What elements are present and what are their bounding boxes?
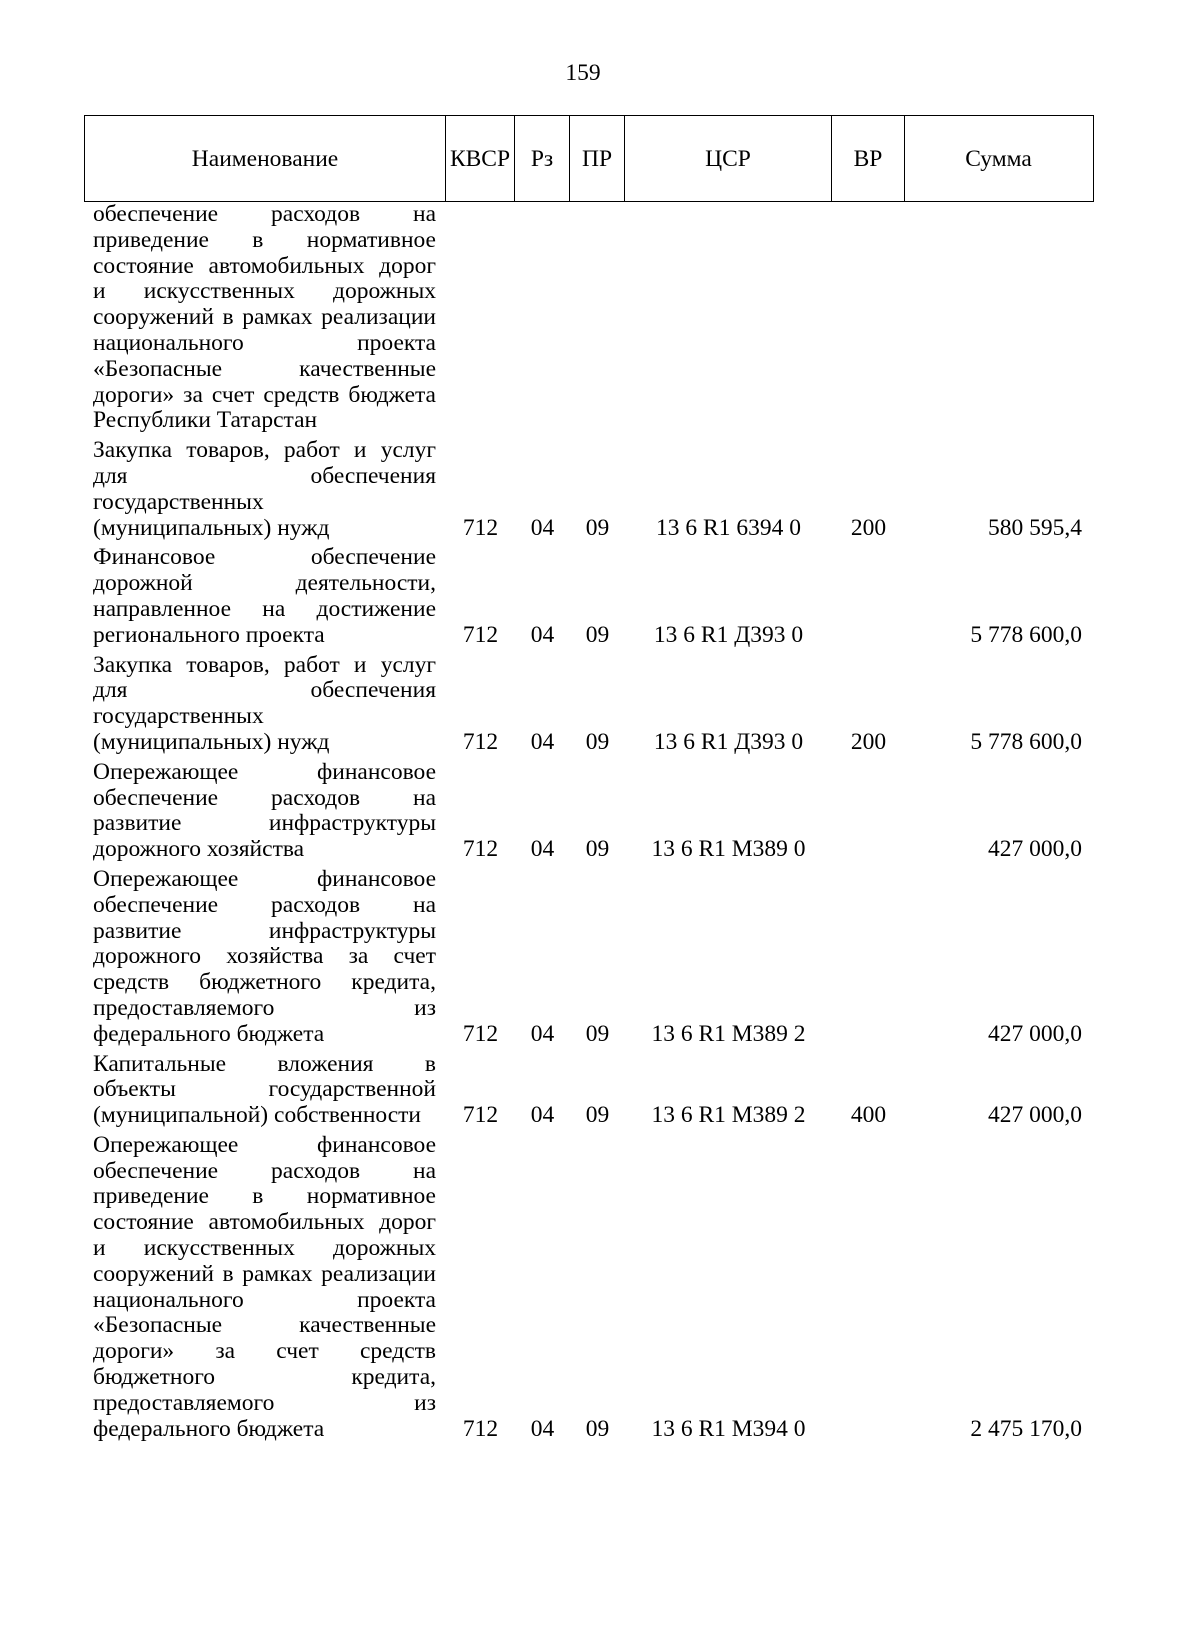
name-line-text: «Безопасные качественные xyxy=(93,1312,436,1339)
name-line xyxy=(93,490,436,516)
name-line-text: обеспечение расходов на xyxy=(93,891,436,918)
name-line-text: дорожного хозяйства за счет xyxy=(93,943,436,970)
name-line-text: Финансовое обеспечение xyxy=(93,544,436,571)
name-line-text: обеспечение расходов на xyxy=(93,201,436,227)
name-line xyxy=(93,331,436,357)
vr-cell xyxy=(832,408,905,434)
sum-cell: 427 000,0 xyxy=(988,1020,1082,1047)
name-line xyxy=(93,1288,436,1314)
name-line xyxy=(93,1022,436,1048)
name-line-text: приведение в нормативное xyxy=(93,226,436,253)
csr-cell: 13 6 R1 M389 2 xyxy=(651,1102,806,1129)
kvsr-cell: 712 xyxy=(462,1102,499,1129)
sum-cell: 2 475 170,0 xyxy=(970,1415,1082,1442)
vr-cell xyxy=(832,1417,905,1443)
rz-cell: 04 xyxy=(530,514,555,541)
vr-cell xyxy=(832,623,905,649)
header-csr: ЦСР xyxy=(625,116,832,201)
name-line xyxy=(93,730,436,756)
header-rz: Рз xyxy=(515,116,570,201)
table-row xyxy=(84,200,1094,436)
name-line-text: сооружений в рамках реализации xyxy=(93,304,436,331)
csr-cell: 13 6 R1 Д393 0 xyxy=(653,621,804,648)
table-row xyxy=(84,436,1094,543)
vr-cell: 400 xyxy=(850,1102,887,1129)
pr-cell: 09 xyxy=(585,728,610,755)
pr-cell: 09 xyxy=(585,514,610,541)
name-line-text: развитие инфраструктуры xyxy=(93,810,436,837)
name-line xyxy=(93,811,436,837)
name-line xyxy=(93,305,436,331)
name-line-text: дороги» за счет средств xyxy=(93,1338,436,1365)
vr-cell: 200 xyxy=(850,728,887,755)
name-line xyxy=(93,1365,436,1391)
name-cell xyxy=(84,653,446,756)
sum-cell: 5 778 600,0 xyxy=(970,728,1082,755)
rz-cell: 04 xyxy=(530,1415,555,1442)
header-name: Наименование xyxy=(85,116,446,201)
csr-cell: 13 6 R1 6394 0 xyxy=(656,514,801,541)
kvsr-cell: 712 xyxy=(462,728,499,755)
name-cell xyxy=(84,760,446,863)
name-cell xyxy=(84,1052,446,1129)
name-line-text: Закупка товаров, работ и услуг xyxy=(93,651,436,678)
name-line-text: приведение в нормативное xyxy=(93,1183,436,1210)
name-line xyxy=(93,1313,436,1339)
name-line-text: Закупка товаров, работ и услуг xyxy=(93,437,436,464)
table-row xyxy=(84,651,1094,758)
name-line-text: состояние автомобильных дорог xyxy=(93,1209,436,1236)
name-cell xyxy=(84,545,446,648)
name-line-text: сооружений в рамках реализации xyxy=(93,1260,436,1287)
name-line xyxy=(93,464,436,490)
name-line xyxy=(93,438,436,464)
csr-cell: 13 6 R1 M394 0 xyxy=(651,1415,806,1442)
name-line-text: (муниципальных) нужд xyxy=(93,514,330,541)
name-line xyxy=(93,837,436,863)
name-line xyxy=(93,1417,436,1443)
name-line xyxy=(93,597,436,623)
rz-cell: 04 xyxy=(530,836,555,863)
kvsr-cell: 712 xyxy=(462,836,499,863)
name-line-text: предоставляемого из xyxy=(93,994,436,1021)
name-line xyxy=(93,357,436,383)
name-line xyxy=(93,786,436,812)
name-line-text: направленное на достижение xyxy=(93,595,436,622)
csr-cell: 13 6 R1 Д393 0 xyxy=(653,728,804,755)
kvsr-cell xyxy=(446,408,515,434)
budget-table-body xyxy=(84,200,1094,1444)
rz-cell: 04 xyxy=(530,1102,555,1129)
sum-cell xyxy=(905,408,1094,434)
name-line xyxy=(93,1052,436,1078)
name-line xyxy=(93,1236,436,1262)
name-line-text: для обеспечения xyxy=(93,677,436,704)
kvsr-cell: 712 xyxy=(462,621,499,648)
name-line-text: государственных xyxy=(93,488,264,515)
header-vr: ВР xyxy=(832,116,905,201)
name-line-text: Республики Татарстан xyxy=(93,407,318,434)
name-line xyxy=(93,1339,436,1365)
name-line-text: Опережающее финансовое xyxy=(93,1131,436,1158)
name-line xyxy=(93,202,436,228)
name-line-text: (муниципальной) собственности xyxy=(93,1102,422,1129)
sum-cell: 427 000,0 xyxy=(988,836,1082,863)
rz-cell: 04 xyxy=(530,1020,555,1047)
name-line-text: объекты государственной xyxy=(93,1076,436,1103)
header-kvsr: КВСР xyxy=(446,116,515,201)
table-row xyxy=(84,1050,1094,1131)
name-line xyxy=(93,1210,436,1236)
sum-cell: 427 000,0 xyxy=(988,1102,1082,1129)
sum-cell: 5 778 600,0 xyxy=(970,621,1082,648)
name-line-text: Опережающее финансовое xyxy=(93,758,436,785)
name-line-text: федерального бюджета xyxy=(93,1415,325,1442)
name-cell xyxy=(84,438,446,541)
name-line xyxy=(93,893,436,919)
name-line xyxy=(93,919,436,945)
name-line xyxy=(93,1391,436,1417)
name-line xyxy=(93,1133,436,1159)
vr-cell: 200 xyxy=(850,514,887,541)
name-line-text: средств бюджетного кредита, xyxy=(93,969,436,996)
name-line xyxy=(93,228,436,254)
name-line xyxy=(93,571,436,597)
name-line xyxy=(93,1262,436,1288)
pr-cell: 09 xyxy=(585,836,610,863)
name-line xyxy=(93,1077,436,1103)
name-line-text: Капитальные вложения в xyxy=(93,1050,436,1077)
name-line xyxy=(93,408,436,434)
name-cell xyxy=(84,1133,446,1443)
table-row xyxy=(84,543,1094,650)
vr-cell xyxy=(832,1022,905,1048)
name-cell xyxy=(84,867,446,1048)
name-line-text: состояние автомобильных дорог xyxy=(93,252,436,279)
pr-cell: 09 xyxy=(585,1020,610,1047)
name-line-text: «Безопасные качественные xyxy=(93,355,436,382)
name-line xyxy=(93,254,436,280)
page-number: 159 xyxy=(565,60,601,86)
name-line-text: дороги» за счет средств бюджета xyxy=(93,381,436,408)
name-line xyxy=(93,944,436,970)
name-line-text: бюджетного кредита, xyxy=(93,1364,436,1391)
name-line-text: развитие инфраструктуры xyxy=(93,917,436,944)
kvsr-cell: 712 xyxy=(462,1415,499,1442)
name-line-text: государственных xyxy=(93,703,264,730)
pr-cell: 09 xyxy=(585,1415,610,1442)
name-line-text: Опережающее финансовое xyxy=(93,865,436,892)
name-line xyxy=(93,623,436,649)
name-line xyxy=(93,867,436,893)
name-line xyxy=(93,678,436,704)
name-line xyxy=(93,1184,436,1210)
csr-cell: 13 6 R1 M389 2 xyxy=(651,1020,806,1047)
name-line xyxy=(93,704,436,730)
rz-cell xyxy=(515,408,570,434)
name-line-text: дорожной деятельности, xyxy=(93,570,436,597)
name-line-text: и искусственных дорожных xyxy=(93,1235,436,1262)
name-line-text: предоставляемого из xyxy=(93,1389,436,1416)
table-row xyxy=(84,758,1094,865)
name-line xyxy=(93,516,436,542)
vr-cell xyxy=(832,837,905,863)
table-row xyxy=(84,865,1094,1050)
table-header xyxy=(84,115,1094,202)
table-row xyxy=(84,1131,1094,1445)
name-line xyxy=(93,970,436,996)
kvsr-cell: 712 xyxy=(462,1020,499,1047)
rz-cell: 04 xyxy=(530,621,555,648)
name-line xyxy=(93,1159,436,1185)
name-line-text: федерального бюджета xyxy=(93,1020,325,1047)
header-pr: ПР xyxy=(570,116,625,201)
csr-cell xyxy=(625,408,832,434)
name-line-text: и искусственных дорожных xyxy=(93,278,436,305)
name-line-text: регионального проекта xyxy=(93,621,325,648)
pr-cell: 09 xyxy=(585,621,610,648)
name-line xyxy=(93,653,436,679)
name-line xyxy=(93,545,436,571)
csr-cell: 13 6 R1 M389 0 xyxy=(651,836,806,863)
kvsr-cell: 712 xyxy=(462,514,499,541)
name-line-text: обеспечение расходов на xyxy=(93,1157,436,1184)
name-line-text: (муниципальных) нужд xyxy=(93,728,330,755)
pr-cell xyxy=(570,408,625,434)
name-line-text: дорожного хозяйства xyxy=(93,836,305,863)
name-line xyxy=(93,279,436,305)
name-line xyxy=(93,760,436,786)
rz-cell: 04 xyxy=(530,728,555,755)
name-line xyxy=(93,383,436,409)
name-line-text: национального проекта xyxy=(93,329,436,356)
name-line-text: для обеспечения xyxy=(93,462,436,489)
name-cell xyxy=(84,202,446,434)
name-line-text: обеспечение расходов на xyxy=(93,784,436,811)
name-line xyxy=(93,1103,436,1129)
name-line-text: национального проекта xyxy=(93,1286,436,1313)
pr-cell: 09 xyxy=(585,1102,610,1129)
header-sum: Сумма xyxy=(965,145,1032,172)
name-line xyxy=(93,996,436,1022)
sum-cell: 580 595,4 xyxy=(988,514,1082,541)
